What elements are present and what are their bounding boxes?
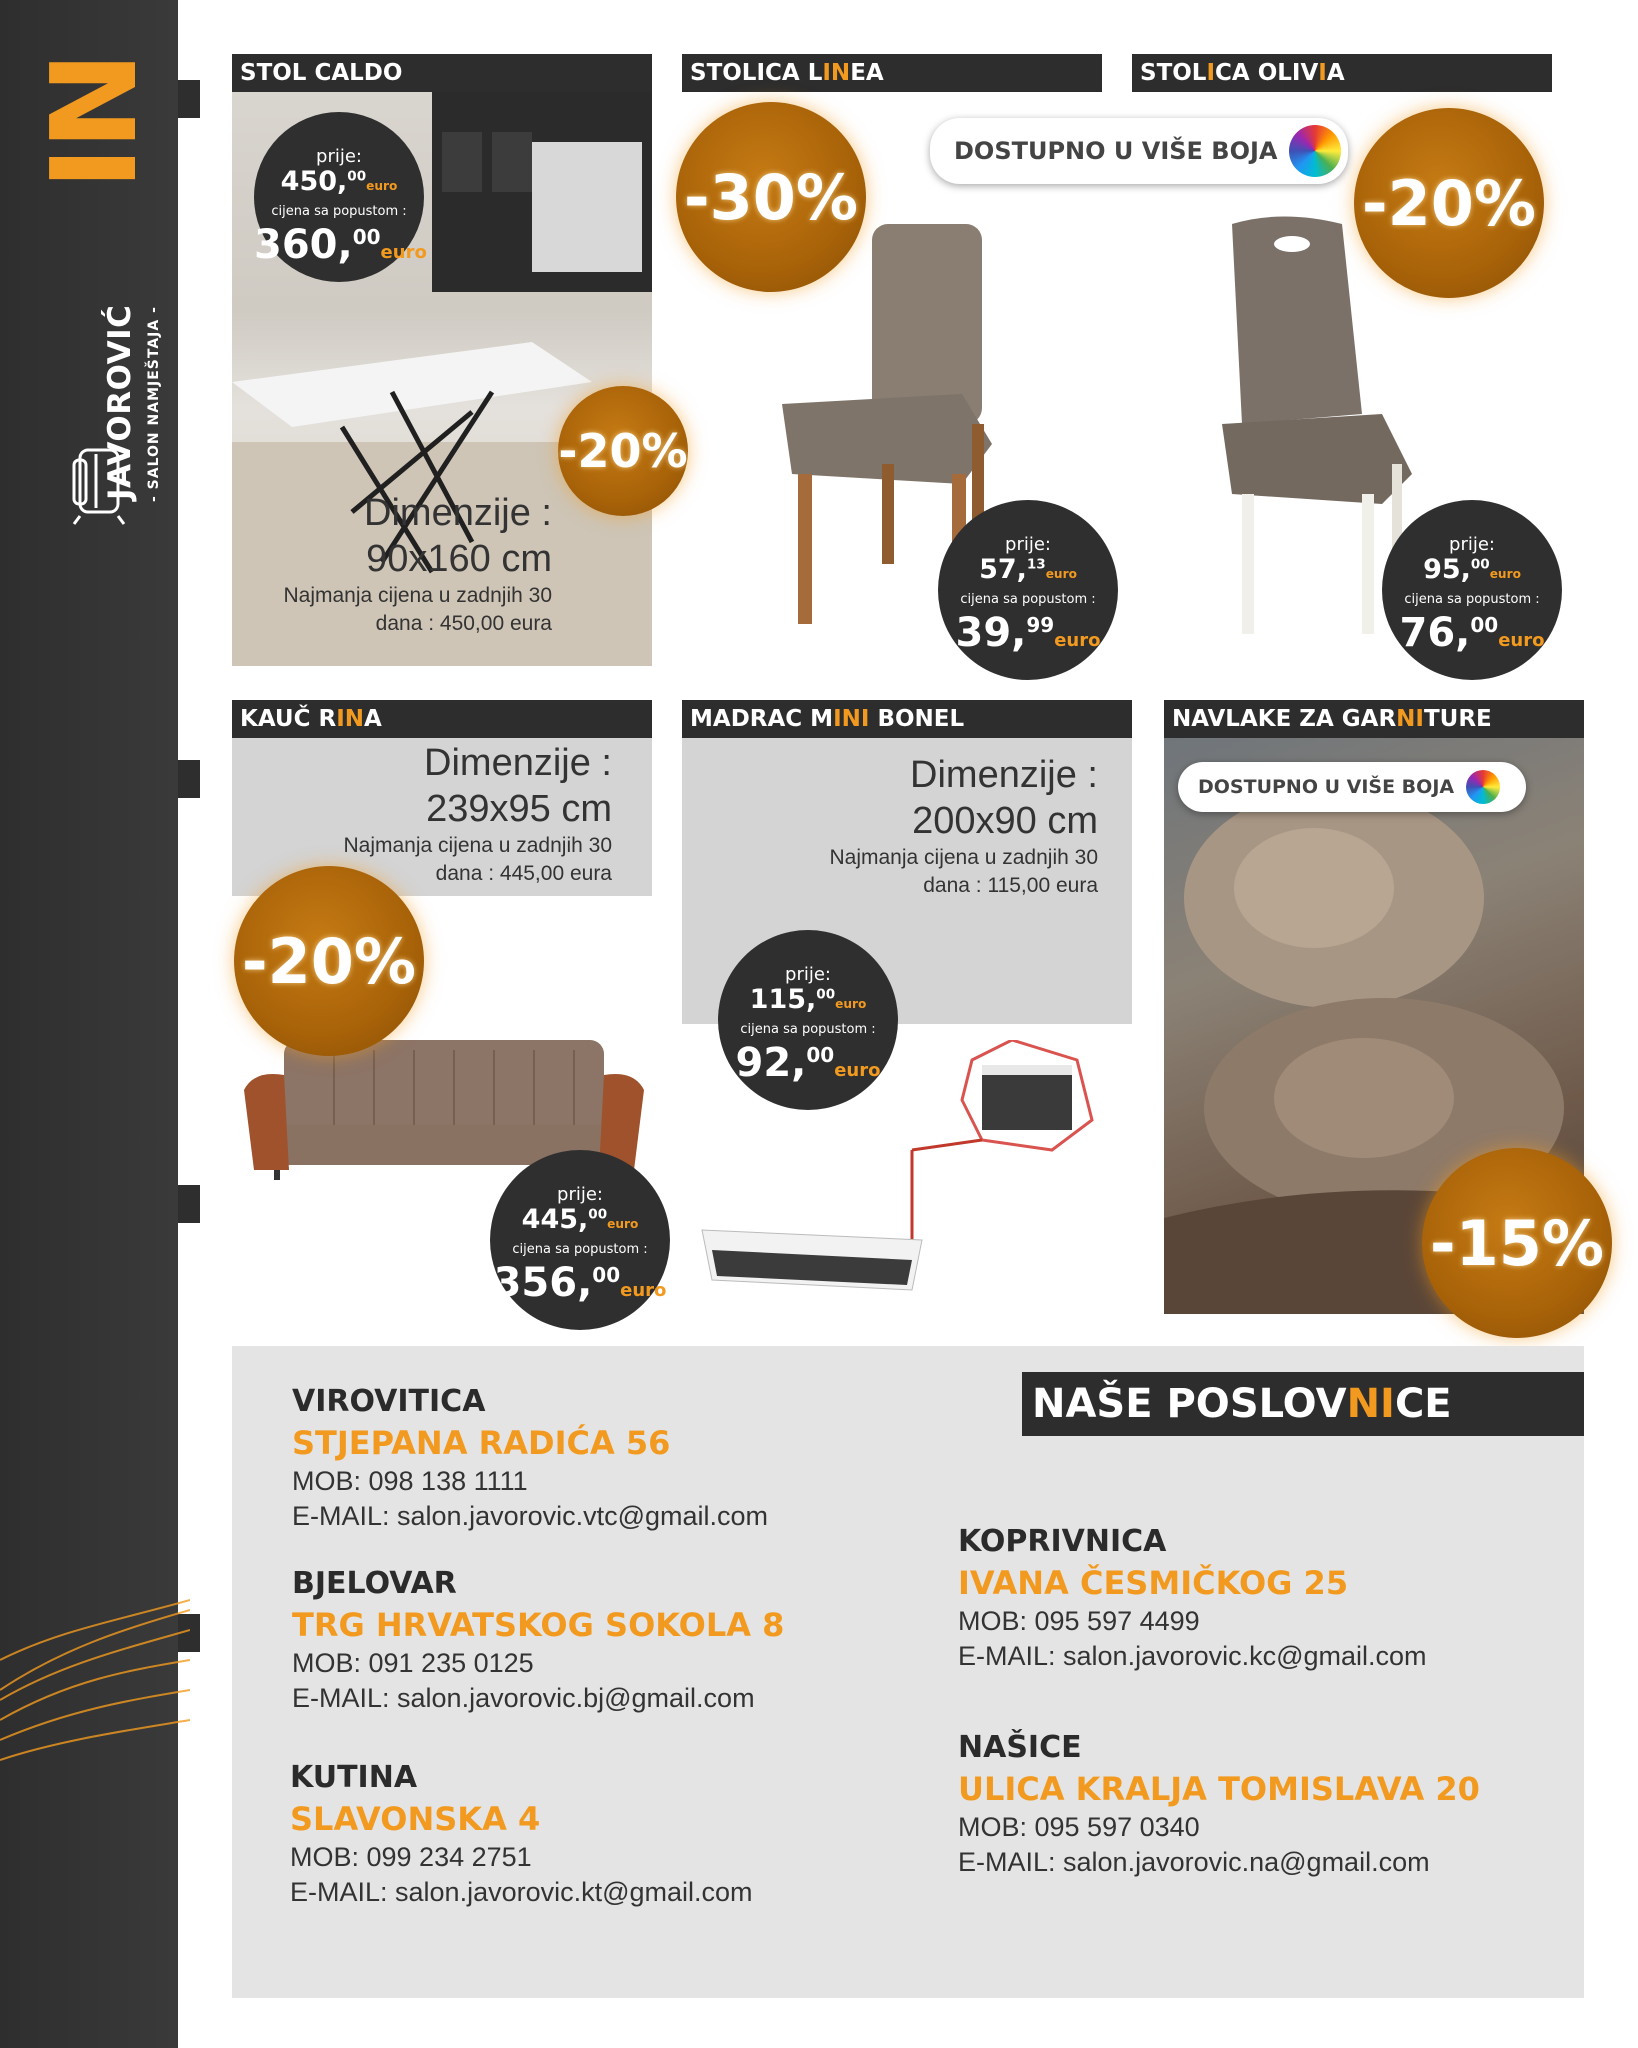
price-circle bbox=[1382, 500, 1562, 680]
sidebar-tab bbox=[178, 80, 200, 118]
sidebar-tab bbox=[178, 1185, 200, 1223]
product-title-text: TURE bbox=[1423, 706, 1492, 732]
product-card[interactable] bbox=[1164, 700, 1605, 1314]
dimensions-value: 200x90 cm bbox=[912, 800, 1098, 842]
color-availability-pill bbox=[930, 118, 1348, 184]
price-before-dec: 00 bbox=[347, 168, 367, 185]
store-city: KUTINA bbox=[290, 1760, 418, 1795]
price-before bbox=[938, 554, 1118, 585]
product-title bbox=[682, 54, 1102, 92]
stores-panel bbox=[232, 1346, 1584, 1998]
price-after-int: 39, bbox=[955, 610, 1027, 656]
decorative-swoosh bbox=[0, 1570, 190, 1810]
product-title bbox=[232, 700, 652, 738]
store-nasice bbox=[958, 1728, 1480, 1880]
price-before-int: 445, bbox=[521, 1204, 589, 1235]
price-after-dec: 99 bbox=[1026, 613, 1055, 637]
store-email[interactable]: E-MAIL: salon.javorovic.kc@gmail.com bbox=[958, 1641, 1427, 1671]
store-phone[interactable]: MOB: 095 597 4499 bbox=[958, 1606, 1200, 1636]
discount-badge: -20% bbox=[1354, 108, 1544, 298]
stores-title-text: NAŠE POSLOV bbox=[1032, 1381, 1347, 1427]
price-before-label: prije: bbox=[785, 964, 831, 985]
price-before-dec: 13 bbox=[1026, 556, 1046, 573]
color-wheel-icon bbox=[1289, 125, 1341, 177]
color-availability-label: DOSTUPNO U VIŠE BOJA bbox=[1198, 776, 1455, 798]
product-title-text: NAVLAKE ZA GAR bbox=[1172, 706, 1397, 732]
store-address: SLAVONSKA 4 bbox=[290, 1800, 541, 1838]
price-after-int: 356, bbox=[493, 1260, 593, 1306]
lowest-price-note: dana : 115,00 eura bbox=[923, 874, 1098, 897]
stores-title-text: CE bbox=[1394, 1381, 1452, 1427]
price-currency: euro bbox=[834, 1060, 881, 1081]
price-after bbox=[490, 1260, 670, 1306]
color-wheel-icon bbox=[1466, 770, 1500, 804]
price-after-label: cijena sa popustom : bbox=[271, 204, 407, 219]
price-before-int: 450, bbox=[280, 166, 348, 197]
dimensions-value: 90x160 cm bbox=[366, 538, 552, 580]
product-title-text: KAUČ R bbox=[240, 706, 337, 732]
store-virovitica bbox=[292, 1382, 768, 1534]
store-phone[interactable]: MOB: 099 234 2751 bbox=[290, 1842, 532, 1872]
price-currency: euro bbox=[607, 1217, 639, 1231]
product-title-text: MADRAC M bbox=[690, 706, 834, 732]
store-phone[interactable]: MOB: 098 138 1111 bbox=[292, 1466, 528, 1496]
price-after bbox=[254, 222, 427, 268]
price-circle bbox=[938, 500, 1118, 680]
product-card[interactable] bbox=[232, 54, 688, 668]
price-currency: euro bbox=[1045, 567, 1077, 581]
sidebar-tab bbox=[178, 760, 200, 798]
product-title-text: A bbox=[1326, 60, 1345, 86]
price-after-label: cijena sa popustom : bbox=[512, 1242, 648, 1257]
price-before bbox=[718, 984, 898, 1015]
dimensions-title: Dimenzije : bbox=[364, 492, 552, 534]
dimensions-value: 239x95 cm bbox=[426, 788, 612, 830]
store-address: ULICA KRALJA TOMISLAVA 20 bbox=[958, 1770, 1480, 1808]
brand-accent: IN bbox=[25, 55, 163, 190]
price-circle bbox=[254, 112, 427, 282]
product-title-text: A bbox=[364, 706, 382, 732]
store-city: VIROVITICA bbox=[292, 1384, 486, 1419]
price-after-int: 360, bbox=[254, 222, 353, 268]
product-card[interactable] bbox=[232, 700, 667, 1320]
price-before-label: prije: bbox=[1449, 534, 1495, 555]
discount-badge: -15% bbox=[1422, 1148, 1612, 1338]
price-before bbox=[490, 1204, 670, 1235]
price-before bbox=[1382, 554, 1562, 585]
price-currency: euro bbox=[835, 997, 867, 1011]
mattress-illustration bbox=[692, 1040, 1122, 1310]
product-title-text: EA bbox=[850, 60, 884, 86]
stores-title-accent: NI bbox=[1346, 1381, 1395, 1427]
price-after-label: cijena sa popustom : bbox=[740, 1022, 876, 1037]
price-after-dec: 00 bbox=[806, 1043, 835, 1067]
price-after-dec: 00 bbox=[592, 1263, 621, 1287]
product-title-accent: I bbox=[1318, 60, 1327, 86]
price-before-int: 57, bbox=[979, 554, 1027, 585]
price-after-label: cijena sa popustom : bbox=[1404, 592, 1540, 607]
price-before-label: prije: bbox=[316, 146, 362, 167]
dimensions-title: Dimenzije : bbox=[424, 742, 612, 784]
store-address: STJEPANA RADIĆA 56 bbox=[292, 1424, 671, 1462]
product-title-accent: IN bbox=[336, 706, 365, 732]
sofa-icon bbox=[70, 440, 128, 530]
price-before-int: 95, bbox=[1423, 554, 1471, 585]
brand-name: JAVOROVIĆ bbox=[102, 304, 138, 500]
product-title-text: STOL bbox=[1140, 60, 1207, 86]
price-after-dec: 00 bbox=[352, 225, 381, 249]
store-phone[interactable]: MOB: 095 597 0340 bbox=[958, 1812, 1200, 1842]
price-after bbox=[1382, 610, 1562, 656]
product-title-accent: IN bbox=[822, 60, 851, 86]
store-city: NAŠICE bbox=[958, 1730, 1082, 1765]
price-before-label: prije: bbox=[557, 1184, 603, 1205]
product-title-text: CA OLIV bbox=[1215, 60, 1319, 86]
store-koprivnica bbox=[958, 1522, 1427, 1674]
product-title-text: STOLICA L bbox=[690, 60, 823, 86]
lowest-price-note: Najmanja cijena u zadnjih 30 bbox=[343, 834, 612, 857]
lowest-price-note: dana : 450,00 eura bbox=[375, 612, 552, 635]
store-bjelovar bbox=[292, 1564, 784, 1716]
price-currency: euro bbox=[1498, 630, 1545, 651]
price-currency: euro bbox=[1054, 630, 1101, 651]
store-email[interactable]: E-MAIL: salon.javorovic.vtc@gmail.com bbox=[292, 1501, 769, 1531]
store-email[interactable]: E-MAIL: salon.javorovic.kt@gmail.com bbox=[290, 1877, 753, 1907]
store-email[interactable]: E-MAIL: salon.javorovic.na@gmail.com bbox=[958, 1847, 1430, 1877]
product-title-text: BONEL bbox=[869, 706, 965, 732]
price-after-dec: 00 bbox=[1470, 613, 1499, 637]
dimensions bbox=[232, 740, 612, 888]
color-availability-label: DOSTUPNO U VIŠE BOJA bbox=[954, 137, 1278, 165]
product-title bbox=[232, 54, 652, 92]
price-currency: euro bbox=[1489, 567, 1521, 581]
product-title-accent: NI bbox=[1396, 706, 1424, 732]
price-after bbox=[938, 610, 1118, 656]
store-city: KOPRIVNICA bbox=[958, 1524, 1167, 1559]
product-title bbox=[1132, 54, 1552, 92]
lowest-price-note: Najmanja cijena u zadnjih 30 bbox=[829, 846, 1098, 869]
price-before-dec: 00 bbox=[588, 1206, 608, 1223]
dimensions bbox=[682, 752, 1098, 900]
brand-subtitle: - SALON NAMJEŠTAJA - bbox=[146, 306, 162, 502]
color-availability-pill bbox=[1178, 762, 1526, 812]
discount-badge: -30% bbox=[676, 102, 866, 292]
price-after-int: 76, bbox=[1399, 610, 1471, 656]
price-circle bbox=[490, 1150, 670, 1330]
product-title bbox=[1164, 700, 1584, 738]
stores-title bbox=[1022, 1372, 1584, 1436]
price-before bbox=[254, 166, 424, 197]
discount-badge: -20% bbox=[558, 386, 688, 516]
price-before-dec: 00 bbox=[1470, 556, 1490, 573]
price-currency: euro bbox=[366, 179, 398, 193]
store-email[interactable]: E-MAIL: salon.javorovic.bj@gmail.com bbox=[292, 1683, 755, 1713]
price-after-int: 92, bbox=[735, 1040, 807, 1086]
price-before-label: prije: bbox=[1005, 534, 1051, 555]
product-title-accent: I bbox=[1206, 60, 1216, 86]
price-after-label: cijena sa popustom : bbox=[960, 592, 1096, 607]
dimensions-title: Dimenzije : bbox=[910, 754, 1098, 796]
sidebar bbox=[0, 0, 178, 2048]
price-before-dec: 00 bbox=[816, 986, 836, 1003]
dimensions bbox=[232, 490, 552, 638]
price-currency: euro bbox=[380, 242, 427, 263]
price-currency: euro bbox=[620, 1280, 667, 1301]
store-city: BJELOVAR bbox=[292, 1566, 457, 1601]
price-before-int: 115, bbox=[749, 984, 817, 1015]
product-card[interactable] bbox=[682, 700, 1132, 1312]
store-address: TRG HRVATSKOG SOKOLA 8 bbox=[292, 1606, 785, 1644]
discount-badge: -20% bbox=[234, 866, 424, 1056]
product-title bbox=[682, 700, 1132, 738]
store-address: IVANA ČESMIČKOG 25 bbox=[958, 1564, 1349, 1602]
store-phone[interactable]: MOB: 091 235 0125 bbox=[292, 1648, 534, 1678]
lowest-price-note: Najmanja cijena u zadnjih 30 bbox=[283, 584, 552, 607]
product-title-text: STOL CALDO bbox=[240, 60, 403, 86]
product-title-accent: INI bbox=[833, 706, 870, 732]
store-kutina bbox=[290, 1758, 753, 1910]
lowest-price-note: dana : 445,00 eura bbox=[435, 862, 612, 885]
